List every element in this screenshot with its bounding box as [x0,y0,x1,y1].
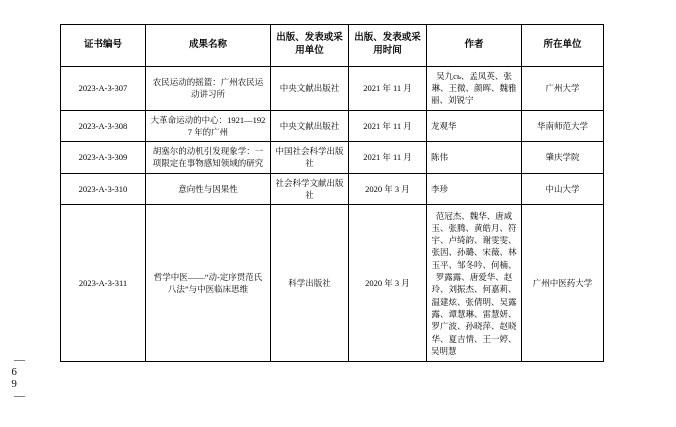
table-row [61,66,604,110]
page-number [8,355,32,401]
cell-cert: 2023-A-3-311 [61,205,146,362]
cell-time: 2021 年 11 月 [349,142,427,174]
table-row [61,173,604,205]
cell-unit: 中国社会科学出版社 [271,142,349,174]
column-header-name: 成果名称 [146,25,271,67]
cell-time: 2021 年 11 月 [349,110,427,142]
cell-author: 陈伟 [427,142,522,174]
page-number-dash-top: — [14,354,26,366]
cell-name: 大革命运动的中心：1921—1927 年的广州 [146,110,271,142]
column-header-author: 作者 [427,25,522,67]
table-header-row [61,25,604,67]
cell-unit: 中央文献出版社 [271,110,349,142]
column-header-org: 所在单位 [522,25,604,67]
cell-org: 肇庆学院 [522,142,604,174]
cell-author: 范冠杰、魏华、唐咸玉、张腾、黄皓月、符宇、卢绮韵、谢雯雯、张因、孙璐、宋薇、林玉平、邹冬吟、何楠、罗露露、唐爱华、赵玲、刘振杰、何嘉莉、温建炫、张倩明、吴露露、谭慧琳、雷慧妍、罗广波、孙晓萍、赵晓华、夏吉情、王一婷、吴明慧 [427,205,522,362]
cell-name: 哲学中医——“动-定序贯范氏八法”与中医临床思维 [146,205,271,362]
cell-time: 2020 年 3 月 [349,173,427,205]
cell-author: 吴九сь、孟凤英、张琳、王微、颜晖、魏雅丽、刘锐宁 [427,66,522,110]
cell-name: 农民运动的摇篮：广州农民运动讲习所 [146,66,271,110]
table-row [61,205,604,362]
cell-time: 2021 年 11 月 [349,66,427,110]
column-header-unit: 出版、发表或采用单位 [271,25,349,67]
cell-name: 胡塞尔的动机引发现象学：一项限定在事物感知领域的研究 [146,142,271,174]
cell-org: 广州中医药大学 [522,205,604,362]
cell-cert: 2023-A-3-307 [61,66,146,110]
cell-org: 广州大学 [522,66,604,110]
cell-time: 2020 年 3 月 [349,205,427,362]
cell-author: 李珍 [427,173,522,205]
cell-name: 意向性与因果性 [146,173,271,205]
cell-cert: 2023-A-3-309 [61,142,146,174]
page-number-value: 69 [8,366,21,390]
cell-unit: 科学出版社 [271,205,349,362]
cell-org: 中山大学 [522,173,604,205]
results-table [60,24,604,362]
cell-unit: 社会科学文献出版社 [271,173,349,205]
column-header-cert: 证书编号 [61,25,146,67]
column-header-time: 出版、发表或采用时间 [349,25,427,67]
table-row [61,110,604,142]
cell-author: 龙观华 [427,110,522,142]
cell-unit: 中央文献出版社 [271,66,349,110]
cell-cert: 2023-A-3-310 [61,173,146,205]
cell-org: 华南师范大学 [522,110,604,142]
page-number-dash-bottom: — [14,390,26,402]
table-row [61,142,604,174]
cell-cert: 2023-A-3-308 [61,110,146,142]
